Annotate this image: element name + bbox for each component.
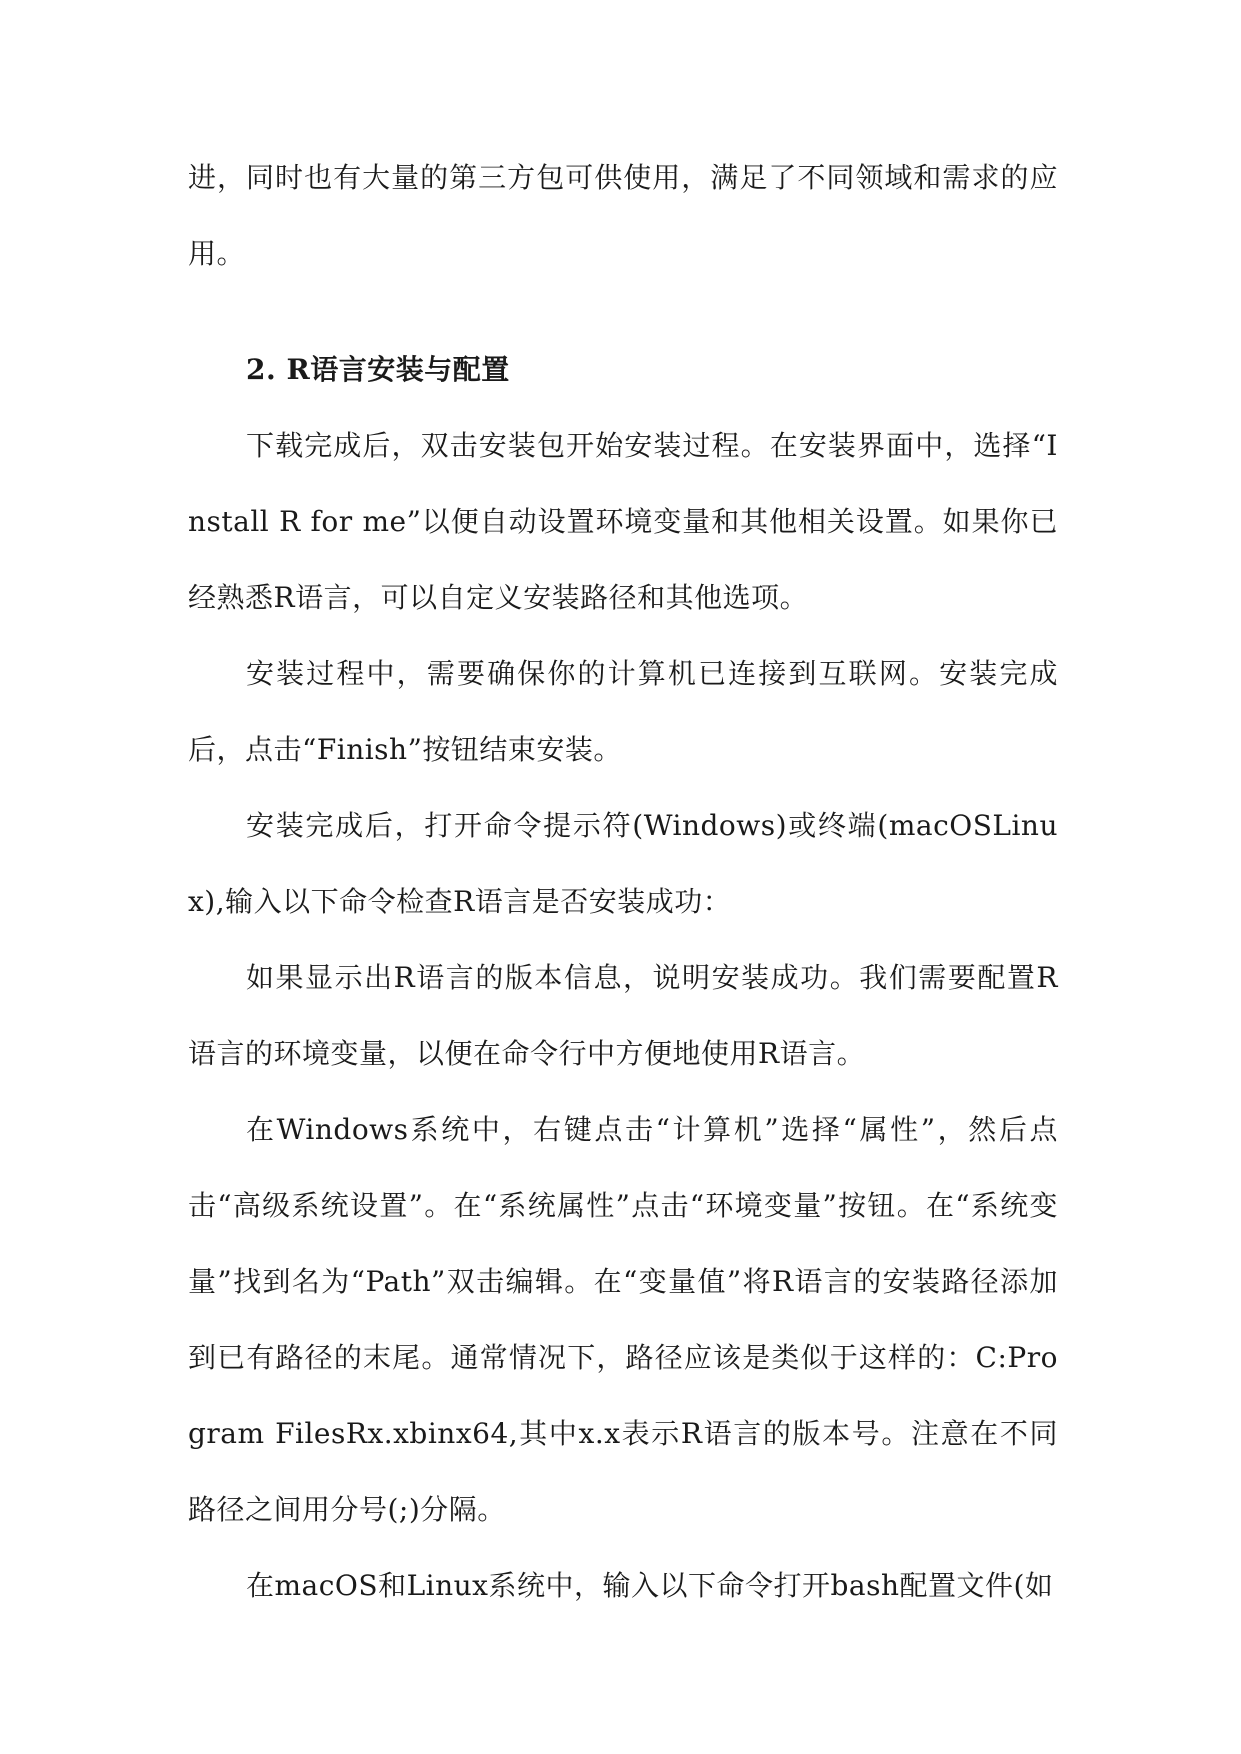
paragraph-install-process: 安装过程中，需要确保你的计算机已连接到互联网。安装完成后，点击“Finish”按钮结束安装。 xyxy=(188,657,1058,766)
section-heading: 2. R语言安装与配置 xyxy=(246,353,510,386)
paragraph-version-info: 如果显示出R语言的版本信息，说明安装成功。我们需要配置R语言的环境变量，以便在命令行中方便地使用R语言。 xyxy=(188,961,1058,1070)
document-body xyxy=(188,140,1058,1624)
paragraph-windows-config: 在Windows系统中，右键点击“计算机”选择“属性”，然后点击“高级系统设置”。在“系统属性”点击“环境变量”按钮。在“系统变量”找到名为“Path”双击编辑。在“变量值”将R语言的安装路径添加到已有路径的末尾。通常情况下，路径应该是类似于这样的：C:Program FilesRx.xbinx64,其中x.x表示R语言的版本号。注意在不同路径之间用分号(;)分隔。 xyxy=(188,1113,1058,1526)
paragraph-continued: 进，同时也有大量的第三方包可供使用，满足了不同领域和需求的应用。 xyxy=(188,161,1058,270)
paragraph-install-download: 下载完成后，双击安装包开始安装过程。在安装界面中，选择“Install R for me”以便自动设置环境变量和其他相关设置。如果你已经熟悉R语言，可以自定义安装路径和其他选项。 xyxy=(188,429,1058,614)
paragraph-verify-install: 安装完成后，打开命令提示符(Windows)或终端(macOSLinux),输入以下命令检查R语言是否安装成功： xyxy=(188,809,1058,918)
paragraph-macos-linux-config: 在macOS和Linux系统中，输入以下命令打开bash配置文件(如 xyxy=(246,1569,1054,1602)
